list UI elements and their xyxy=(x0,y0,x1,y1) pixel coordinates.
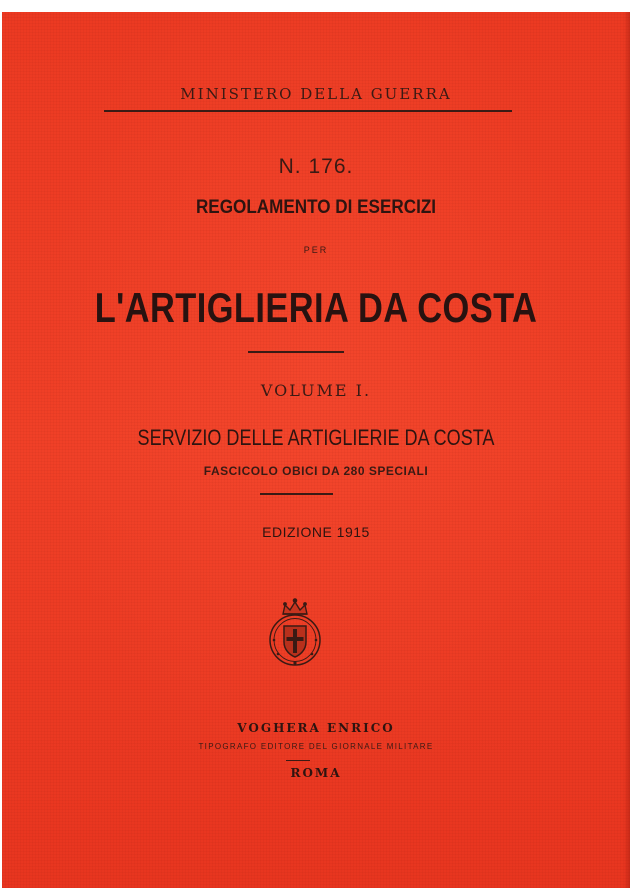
edition-label: EDIZIONE 1915 xyxy=(262,524,370,540)
publisher-description: TIPOGRAFO EDITORE DEL GIORNALE MILITARE xyxy=(198,742,434,751)
publication-city: ROMA xyxy=(290,766,342,780)
volume-label: VOLUME I. xyxy=(260,381,372,400)
regulation-heading: REGOLAMENTO DI ESERCIZI xyxy=(195,197,437,218)
lower-divider xyxy=(260,493,333,495)
fascicle-subtitle: FASCICOLO OBICI DA 280 SPECIALI xyxy=(203,464,429,478)
publisher-name: VOGHERA ENRICO xyxy=(237,721,395,735)
middle-divider xyxy=(248,351,344,353)
top-divider xyxy=(104,110,512,112)
cover-edge-shadow xyxy=(624,12,630,888)
main-title: L'ARTIGLIERIA DA COSTA xyxy=(94,284,538,331)
royal-coat-of-arms-icon xyxy=(265,596,325,668)
ministry-heading: MINISTERO DELLA GUERRA xyxy=(180,85,452,103)
per-label: PER xyxy=(303,245,329,255)
volume-subtitle: SERVIZIO DELLE ARTIGLIERIE DA COSTA xyxy=(137,425,495,450)
book-cover xyxy=(2,12,630,888)
publisher-divider xyxy=(286,760,310,761)
publication-number: N. 176. xyxy=(278,155,354,178)
